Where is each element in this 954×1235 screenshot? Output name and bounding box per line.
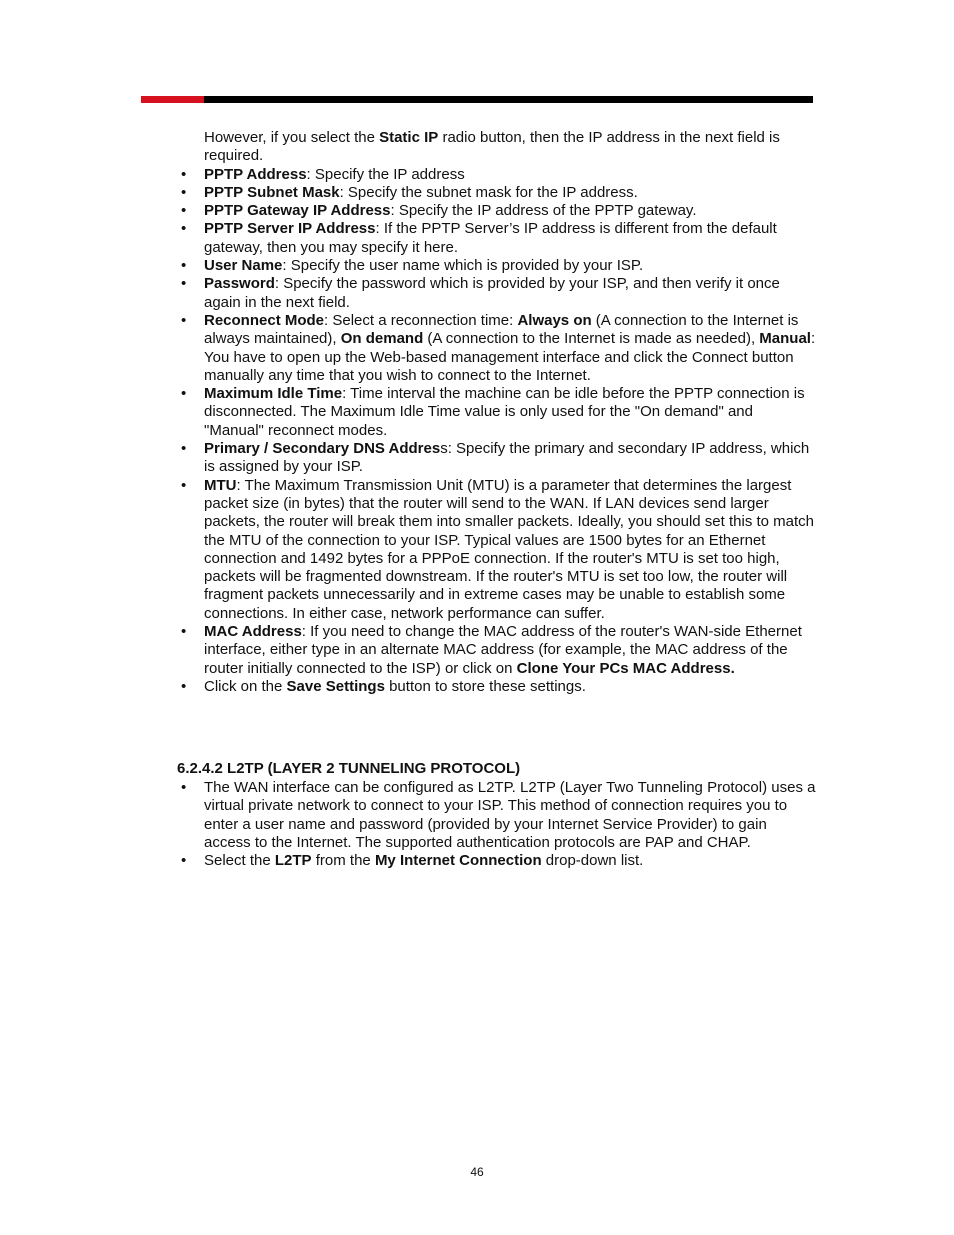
item-text: : Specify the password which is provided by your ISP, and then verify it once again in the next field. (204, 275, 780, 311)
item-text: (A connection to the Internet is always maintained), (204, 311, 799, 348)
item-term: User Name (204, 257, 283, 275)
l2tp-list (181, 779, 816, 870)
list-item (181, 779, 816, 852)
intro-bold-static-ip: Static IP (379, 129, 439, 146)
bullet-icon: • (181, 202, 187, 220)
item-text: s: Specify the primary and secondary IP address, which is assigned by your ISP. (204, 440, 810, 476)
bullet-icon: • (181, 779, 187, 796)
item-text: : Specify the subnet mask for the IP address. (339, 183, 638, 201)
bullet-icon: • (181, 476, 187, 494)
bullet-icon: • (181, 183, 187, 201)
intro-paragraph (204, 129, 816, 166)
item-term: PPTP Server IP Address (204, 220, 376, 238)
list-item (181, 183, 816, 202)
list-item-idle-time (181, 385, 816, 440)
bullet-icon: • (181, 623, 187, 641)
item-term: On demand (340, 330, 424, 348)
list-item-reconnect-mode (181, 311, 816, 385)
item-text: from the (311, 852, 375, 870)
main-content (181, 129, 816, 696)
bullet-icon: • (181, 257, 187, 275)
item-text: : Specify the IP address (306, 165, 465, 183)
item-term: Maximum Idle Time (204, 385, 343, 403)
item-term: PPTP Subnet Mask (204, 183, 340, 201)
item-term: Reconnect Mode (204, 311, 325, 329)
item-term: My Internet Connection (374, 852, 542, 870)
list-item (181, 165, 816, 184)
intro-text: radio button, then the IP address in the next field is required. (204, 129, 780, 165)
item-term: Save Settings (286, 677, 385, 695)
list-item-dns (181, 440, 816, 477)
bullet-icon: • (181, 440, 187, 458)
item-term: Primary / Secondary DNS Addres (204, 440, 441, 458)
item-text: : Specify the user name which is provided by your ISP. (282, 257, 644, 275)
section-l2tp-content (181, 779, 816, 870)
item-term: Always on (517, 311, 592, 329)
list-item (181, 220, 816, 257)
item-term: Manual (759, 330, 811, 348)
list-item-mtu (181, 476, 816, 623)
item-term: PPTP Gateway IP Address (204, 202, 391, 220)
item-text: Select the (204, 852, 275, 870)
item-term: PPTP Address (204, 165, 307, 183)
section-heading: 6.2.4.2 L2TP (LAYER 2 TUNNELING PROTOCOL) (177, 760, 521, 777)
list-item (181, 257, 816, 275)
item-text: : If the PPTP Server’s IP address is different from the default gateway, then you may specify it here. (204, 220, 777, 256)
item-term: Password (204, 275, 275, 293)
item-text: : Specify the IP address of the PPTP gateway. (390, 202, 697, 220)
item-text: : Time interval the machine can be idle before the PPTP connection is disconnected. The Maximum Idle Time value is only used for the "On demand" and "Manual" reconnect modes. (204, 385, 805, 439)
list-item (181, 275, 816, 312)
intro-text: However, if you select the (204, 129, 380, 146)
item-text: (A connection to the Internet is made as needed), (423, 330, 760, 348)
page-number: 46 (470, 1165, 484, 1179)
list-item-mac-address (181, 623, 816, 678)
item-term: Clone Your PCs MAC Address. (516, 659, 735, 677)
item-term: MTU (204, 476, 237, 494)
list-item (181, 202, 816, 220)
item-term: L2TP (274, 852, 312, 870)
item-term: MAC Address (204, 623, 302, 641)
bullet-icon: • (181, 311, 187, 329)
item-text: button to store these settings. (384, 677, 586, 695)
header-accent-bar (141, 96, 204, 103)
list-item (181, 852, 816, 870)
item-text: : Select a reconnection time: (324, 311, 518, 329)
bullet-icon: • (181, 275, 187, 293)
item-text: Click on the (204, 677, 287, 695)
bullet-icon: • (181, 165, 187, 183)
header-rule (141, 96, 813, 103)
bullet-icon: • (181, 220, 187, 238)
item-text: drop-down list. (541, 852, 644, 870)
item-text: : You have to open up the Web-based management interface and click the Connect button manually any time that you wish to connect to the Internet. (204, 330, 816, 384)
settings-list (181, 165, 816, 697)
bullet-icon: • (181, 677, 187, 695)
bullet-icon: • (181, 852, 187, 870)
list-item-save-settings (181, 677, 816, 696)
item-text: : The Maximum Transmission Unit (MTU) is a parameter that determines the largest packet size (in bytes) that the router will send to the WAN. If LAN devices send larger packets, the router will break them into smaller packets. Ideally, you should set this to match the MTU of the connection to your ISP. Typical values are 1500 bytes for an Ethernet connection and 1492 bytes for a PPPoE connection. If the router's MTU is set too high, packets will be fragmented downstream. If the router's MTU is set too low, the router will fragment packets unnecessarily and in extreme cases may be unable to establish some connections. In either case, network performance can suffer. (204, 476, 815, 622)
bullet-icon: • (181, 385, 187, 403)
item-text: The WAN interface can be configured as L2TP. L2TP (Layer Two Tunneling Protocol) uses a virtual private network to connect to your ISP. This method of connection requires you to enter a user name and password (provided by your Internet Service Provider) to gain access to the Internet. The supported authentication protocols are PAP and CHAP. (204, 779, 816, 851)
item-text: : If you need to change the MAC address of the router's WAN-side Ethernet interface, either type in an alternate MAC address (for example, the MAC address of the router initially connected to the ISP) or click on (204, 623, 802, 677)
